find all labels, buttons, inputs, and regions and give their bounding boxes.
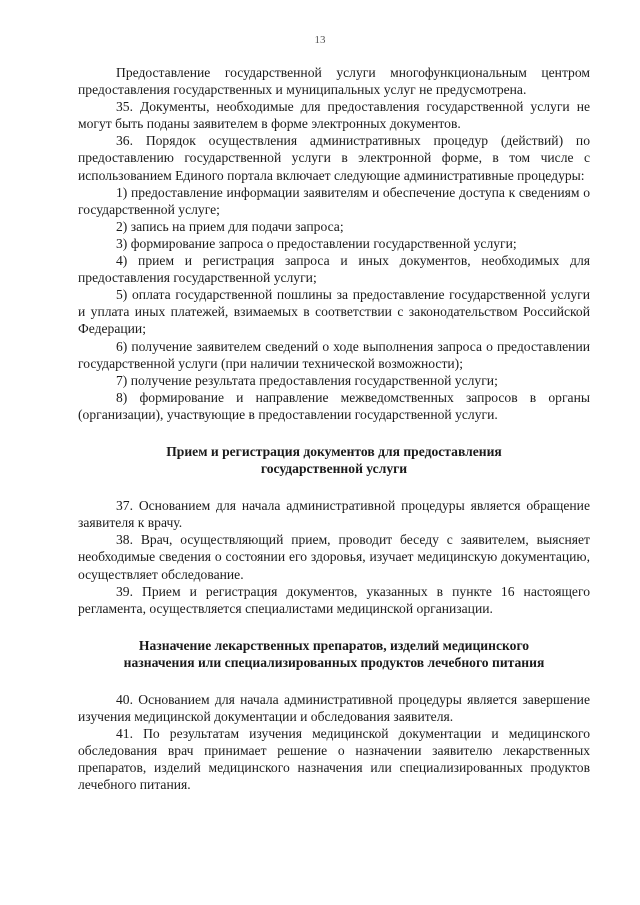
section-heading-prescription-line1: Назначение лекарственных препаратов, изделий медицинского [138,637,530,653]
list-item-4: 4) прием и регистрация запроса и иных документов, необходимых для предоставления государственной услуги; [78,253,590,286]
list-item-1: 1) предоставление информации заявителям и обеспечение доступа к сведениям о государственной услуге; [78,184,590,217]
paragraph-35: 35. Документы, необходимые для предоставления государственной услуги не могут быть поданы заявителем в форме электронных документов. [78,99,590,132]
paragraph-41: 41. По результатам изучения медицинской документации и медицинского обследования врач принимает решение о назначении заявителю лекарственных препаратов, изделий медицинского назначения или специализированных продуктов лечебного питания. [78,726,590,793]
section-heading-reception [78,443,590,477]
list-item-5: 5) оплата государственной пошлины за предоставление государственной услуги и уплата иных платежей, взимаемых в соответствии с законодательством Российской Федерации; [78,287,590,337]
page-number: 13 [314,34,326,46]
list-item-6: 6) получение заявителем сведений о ходе выполнения запроса о предоставлении государственной услуги (при наличии технической возможности); [78,338,590,371]
list-item-8: 8) формирование и направление межведомственных запросов в органы (организации), участвующие в предоставлении государственной услуги. [78,389,590,422]
document-body [78,64,590,794]
list-item-3: 3) формирование запроса о предоставлении государственной услуги; [116,235,517,251]
section-heading-reception-line2: государственной услуги [260,461,408,477]
paragraph-37: 37. Основанием для начала административной процедуры является обращение заявителя к врачу. [78,498,590,531]
section-heading-reception-line1: Прием и регистрация документов для предоставления [166,443,502,459]
paragraph-mfc: Предоставление государственной услуги многофункциональным центром предоставления государственных и муниципальных услуг не предусмотрена. [78,65,590,98]
paragraph-40: 40. Основанием для начала административной процедуры является завершение изучения медицинской документации и обследования заявителя. [78,692,590,725]
list-item-2: 2) запись на прием для подачи запроса; [116,218,344,234]
paragraph-36: 36. Порядок осуществления административных процедур (действий) по предоставлению государственной услуги в электронной форме, в том числе с использованием Единого портала включает следующие административные процедуры: [78,133,590,183]
paragraph-39: 39. Прием и регистрация документов, указанных в пункте 16 настоящего регламента, осуществляется специалистами медицинской организации. [78,583,590,616]
paragraph-38: 38. Врач, осуществляющий прием, проводит беседу с заявителем, выясняет необходимые сведения о состоянии его здоровья, изучает медицинскую документацию, осуществляет обследование. [78,532,590,582]
section-heading-prescription-line2: назначения или специализированных продуктов лечебного питания [123,654,545,670]
section-heading-prescription [78,637,590,671]
list-item-7: 7) получение результата предоставления государственной услуги; [116,372,498,388]
